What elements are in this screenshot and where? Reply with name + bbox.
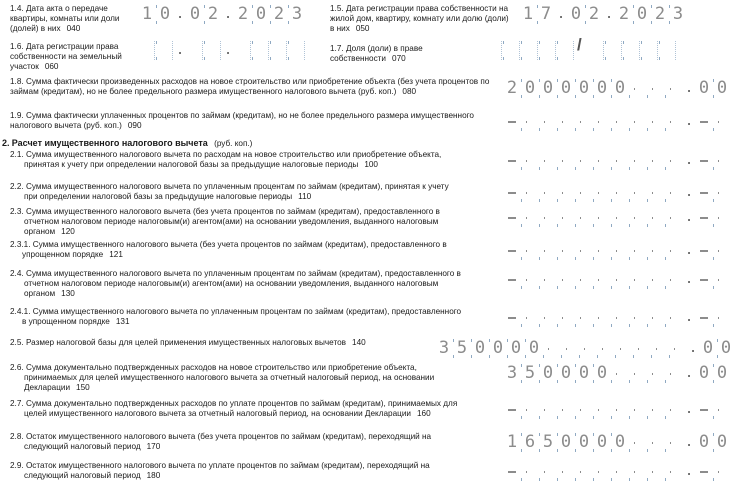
- digit-cell: [504, 400, 520, 419]
- digit-cell: [576, 151, 592, 170]
- row-150-label: [10, 363, 464, 393]
- digit-cell: [522, 241, 538, 260]
- row-text: Сумма документально подтвержденных расходов на новое строительство или приобретение объекта, принимаемых для целей имущественного налогового вычета за отчетный налоговый период, на основании Декларации: [24, 363, 435, 392]
- digit-cell: 0: [612, 79, 628, 98]
- digit-cell: [157, 41, 173, 60]
- digit-cell: [544, 339, 560, 358]
- row-code: 180: [146, 471, 161, 480]
- share-slash: /: [577, 35, 582, 54]
- digit-cell: [612, 151, 628, 170]
- digit-cell: [714, 208, 730, 227]
- digit-cell: 0: [576, 364, 592, 383]
- digit-cell: [666, 208, 682, 227]
- amount-131-input[interactable]: [504, 308, 732, 327]
- amount-180-input[interactable]: [504, 462, 732, 481]
- row-code: 121: [109, 250, 123, 259]
- digit-cell: [558, 308, 574, 327]
- digit-cell: [666, 270, 682, 289]
- digit-cell: [580, 339, 596, 358]
- field-040-label: 1.4. Дата акта о передаче квартиры, комнаты или доли (долей) в них 040: [10, 4, 120, 33]
- digit-cell: 2: [586, 5, 602, 24]
- digit-cell: [666, 308, 682, 327]
- digit-cell: 0: [540, 79, 556, 98]
- digit-cell: 0: [594, 364, 610, 383]
- digit-cell: [666, 241, 682, 260]
- separator-dot: .: [224, 7, 232, 22]
- digit-cell: [696, 183, 712, 202]
- section-2-heading: 2. Расчет имущественного налогового вычета (руб. коп.): [2, 138, 253, 148]
- digit-cell: [714, 112, 730, 131]
- digit-cell: [612, 308, 628, 327]
- digit-cell: [648, 151, 664, 170]
- row-number: 2.3.1.: [10, 240, 33, 249]
- digit-cell: [714, 462, 730, 481]
- digit-cell: 0: [698, 363, 710, 383]
- digit-cell: [271, 41, 287, 60]
- separator-dot: .: [605, 7, 613, 22]
- digit-cell: [540, 151, 556, 170]
- digit-cell: [714, 241, 730, 260]
- digit-cell: [696, 270, 712, 289]
- row-code: 131: [115, 317, 130, 326]
- share-070-numerator-input[interactable]: [486, 41, 576, 60]
- digit-cell: [648, 112, 664, 131]
- digit-cell: [504, 462, 520, 481]
- row-number: 2.5.: [10, 338, 26, 347]
- digit-cell: 5: [540, 433, 556, 452]
- digit-cell: 0: [576, 433, 592, 452]
- amount-170-input[interactable]: [504, 433, 732, 452]
- separator-dot: .: [685, 114, 693, 129]
- row-code: 110: [298, 192, 312, 201]
- digit-cell: [630, 112, 646, 131]
- row-text: Сумма документально подтвержденных расходов по уплате процентов по займам (кредитам), принимаемых для целей имущественного налогового вычета за отчетный налоговый период, на основании Декларации: [24, 399, 458, 418]
- digit-cell: [652, 339, 668, 358]
- separator-dot: .: [557, 7, 565, 22]
- digit-cell: [630, 308, 646, 327]
- digit-cell: [696, 308, 712, 327]
- digit-cell: 0: [253, 5, 269, 24]
- amount-121-input[interactable]: [504, 241, 732, 260]
- digit-cell: 0: [718, 339, 734, 358]
- digit-cell: [594, 400, 610, 419]
- row-110-label: [10, 182, 464, 202]
- amount-080-input[interactable]: [504, 79, 732, 98]
- digit-cell: [235, 41, 251, 60]
- separator-dot: .: [685, 210, 693, 225]
- digit-cell: [696, 208, 712, 227]
- digit-cell: [576, 241, 592, 260]
- digit-cell: 7: [538, 5, 554, 24]
- digit-cell: [562, 339, 578, 358]
- separator-dot: .: [224, 43, 232, 58]
- row-180-label: [10, 461, 464, 481]
- digit-cell: [616, 339, 632, 358]
- digit-cell: [648, 364, 664, 383]
- digit-cell: [205, 41, 221, 60]
- digit-cell: [696, 462, 712, 481]
- digit-cell: [612, 462, 628, 481]
- digit-cell: [540, 241, 556, 260]
- digit-cell: [594, 208, 610, 227]
- digit-cell: [630, 433, 646, 452]
- digit-cell: [714, 270, 730, 289]
- amount-160-input[interactable]: [504, 400, 732, 419]
- row-text: Сумма имущественного налогового вычета по уплаченным процентам по займам (кредитам), предоставленного в упрощенном порядке: [22, 307, 462, 326]
- row-number: 2.9.: [10, 461, 26, 470]
- digit-cell: 5: [454, 339, 470, 358]
- row-121-label: [10, 240, 462, 260]
- digit-cell: [289, 41, 305, 60]
- digit-cell: [594, 462, 610, 481]
- row-131-label: [10, 307, 462, 327]
- digit-cell: [576, 183, 592, 202]
- row-code: 140: [352, 338, 366, 347]
- digit-cell: [522, 400, 538, 419]
- row-120-label: [10, 207, 464, 237]
- digit-cell: [648, 79, 664, 98]
- digit-cell: [576, 400, 592, 419]
- digit-cell: 0: [698, 78, 710, 98]
- row-number: 2.4.: [10, 269, 26, 278]
- amount-110-input[interactable]: [504, 183, 732, 202]
- digit-cell: 1: [141, 4, 153, 24]
- digit-cell: [576, 308, 592, 327]
- digit-cell: [594, 270, 610, 289]
- digit-cell: [576, 208, 592, 227]
- digit-cell: 2: [618, 4, 630, 24]
- digit-cell: 3: [670, 5, 686, 24]
- separator-dot: .: [176, 7, 184, 22]
- digit-cell: 0: [612, 433, 628, 452]
- digit-cell: 0: [594, 433, 610, 452]
- digit-cell: [666, 151, 682, 170]
- digit-cell: 0: [714, 364, 730, 383]
- digit-cell: 0: [508, 339, 524, 358]
- digit-cell: [522, 41, 538, 60]
- digit-cell: 0: [576, 79, 592, 98]
- digit-cell: [522, 112, 538, 131]
- separator-dot: .: [685, 464, 693, 479]
- digit-cell: [624, 41, 640, 60]
- digit-cell: [696, 241, 712, 260]
- digit-cell: [504, 241, 520, 260]
- digit-cell: [576, 112, 592, 131]
- digit-cell: [634, 339, 650, 358]
- digit-cell: [630, 79, 646, 98]
- digit-cell: [714, 183, 730, 202]
- digit-cell: [630, 462, 646, 481]
- row-number: 2.2.: [10, 182, 26, 191]
- digit-cell: [504, 208, 520, 227]
- digit-cell: [648, 400, 664, 419]
- digit-cell: [558, 270, 574, 289]
- digit-cell: [540, 400, 556, 419]
- digit-cell: [612, 208, 628, 227]
- digit-cell: [648, 308, 664, 327]
- digit-cell: [540, 41, 556, 60]
- digit-cell: [522, 151, 538, 170]
- amount-150-input[interactable]: [504, 364, 732, 383]
- digit-cell: [660, 41, 676, 60]
- digit-cell: [630, 364, 646, 383]
- share-070-denominator-input[interactable]: [588, 41, 678, 60]
- digit-cell: [522, 270, 538, 289]
- digit-cell: [714, 400, 730, 419]
- digit-cell: [558, 151, 574, 170]
- digit-cell: [612, 112, 628, 131]
- field-070-label: 1.7. Доля (доли) в праве собственности 070: [330, 44, 423, 63]
- digit-cell: 0: [558, 79, 574, 98]
- digit-cell: [588, 41, 604, 60]
- digit-cell: [486, 41, 502, 60]
- digit-cell: 0: [189, 4, 201, 24]
- digit-cell: [576, 270, 592, 289]
- field-080-label: 1.8. Сумма фактически произведенных расходов на новое строительство или приобретение объекта (без учета процентов по займам (кредитам), но не более предельного размера имущественного налогового вычета (руб. коп.) 080: [10, 77, 490, 96]
- row-number: 2.7.: [10, 399, 26, 408]
- row-code: 120: [61, 227, 75, 236]
- amount-140-input[interactable]: [436, 339, 736, 358]
- digit-cell: [558, 241, 574, 260]
- row-170-label: [10, 432, 464, 452]
- row-number: 2.1.: [10, 150, 26, 159]
- digit-cell: [540, 208, 556, 227]
- digit-cell: 5: [522, 364, 538, 383]
- row-number: 2.8.: [10, 432, 26, 441]
- digit-cell: 0: [157, 5, 173, 24]
- row-code: 150: [76, 383, 90, 392]
- digit-cell: [612, 183, 628, 202]
- separator-dot: .: [685, 153, 693, 168]
- digit-cell: [576, 462, 592, 481]
- digit-cell: 2: [652, 5, 668, 24]
- separator-dot: .: [685, 185, 693, 200]
- digit-cell: [540, 112, 556, 131]
- digit-cell: [630, 151, 646, 170]
- digit-cell: [642, 41, 658, 60]
- digit-cell: [612, 241, 628, 260]
- amount-090-input[interactable]: [504, 112, 732, 131]
- date-050-input[interactable]: [520, 5, 688, 24]
- digit-cell: [558, 208, 574, 227]
- digit-cell: [714, 308, 730, 327]
- row-text: Остаток имущественного налогового вычета по уплате процентов по займам (кредитам), переходящий на следующий налоговый период: [24, 461, 430, 480]
- field-090-label: 1.9. Сумма фактически уплаченных процентов по займам (кредитам), но не более предельного размера имущественного налогового вычета (руб. коп.) 090: [10, 111, 474, 130]
- digit-cell: [666, 79, 682, 98]
- row-130-label: [10, 269, 464, 299]
- row-code: 160: [416, 409, 431, 418]
- row-number: 2.3.: [10, 207, 26, 216]
- row-100-label: [10, 150, 464, 170]
- digit-cell: [558, 183, 574, 202]
- digit-cell: [540, 308, 556, 327]
- separator-dot: .: [685, 272, 693, 287]
- digit-cell: 0: [714, 433, 730, 452]
- digit-cell: [594, 241, 610, 260]
- digit-cell: [594, 308, 610, 327]
- digit-cell: 2: [506, 78, 518, 98]
- digit-cell: [594, 112, 610, 131]
- digit-cell: [522, 462, 538, 481]
- digit-cell: 0: [702, 338, 714, 358]
- digit-cell: [558, 462, 574, 481]
- digit-cell: 0: [558, 364, 574, 383]
- row-text: Сумма имущественного налогового вычета по расходам на новое строительство или приобретение объекта, принятая к учету при определении налоговой базы за предыдущие налоговые периоды: [24, 150, 442, 169]
- date-060-input[interactable]: [139, 41, 307, 60]
- field-060-label: 1.6. Дата регистрации права собственности на земельный участок 060: [10, 42, 122, 71]
- amount-130-input[interactable]: [504, 270, 732, 289]
- digit-cell: [504, 112, 520, 131]
- digit-cell: 0: [490, 339, 506, 358]
- digit-cell: [594, 151, 610, 170]
- digit-cell: [504, 270, 520, 289]
- row-text: Сумма имущественного налогового вычета (без учета процентов по займам (кредитам), предоставленного в упрощенном порядке: [22, 240, 447, 259]
- digit-cell: 0: [570, 4, 582, 24]
- digit-cell: 1: [506, 432, 518, 452]
- row-text: Размер налоговой базы для целей применения имущественных налоговых вычетов: [25, 338, 347, 347]
- digit-cell: [648, 208, 664, 227]
- digit-cell: [540, 462, 556, 481]
- row-number: 2.6.: [10, 363, 26, 372]
- digit-cell: [670, 339, 686, 358]
- digit-cell: 0: [698, 432, 710, 452]
- date-040-input[interactable]: [139, 5, 307, 24]
- row-text: Сумма имущественного налогового вычета (без учета процентов по займам (кредитам), предоставленного в отчетном налоговом периоде налоговым(и) агентом(ами) на основании уведомления, выданного налоговым органом: [24, 207, 440, 236]
- digit-cell: [666, 364, 682, 383]
- row-text: Сумма имущественного налогового вычета по уплаченным процентам по займам (кредитам), принятая к учету при определении налоговой базы за предыдущие налоговые периоды: [24, 182, 449, 201]
- digit-cell: 0: [526, 339, 542, 358]
- digit-cell: [696, 151, 712, 170]
- separator-dot: .: [689, 341, 697, 356]
- row-text: Сумма имущественного налогового вычета по уплаченным процентам по займам (кредитам), предоставленного в отчетном налоговом периоде налоговым(и) агентом(ами) на основании уведомления, выданного налоговым органом: [24, 269, 461, 298]
- separator-dot: .: [685, 81, 693, 96]
- digit-cell: [558, 112, 574, 131]
- digit-cell: 0: [540, 364, 556, 383]
- amount-100-input[interactable]: [504, 151, 732, 170]
- digit-cell: [522, 308, 538, 327]
- digit-cell: [630, 400, 646, 419]
- digit-cell: [504, 151, 520, 170]
- digit-cell: 0: [472, 339, 488, 358]
- separator-dot: .: [685, 310, 693, 325]
- digit-cell: 0: [714, 79, 730, 98]
- separator-dot: .: [176, 43, 184, 58]
- digit-cell: [504, 308, 520, 327]
- digit-cell: 0: [558, 433, 574, 452]
- separator-dot: .: [685, 243, 693, 258]
- digit-cell: [187, 41, 203, 60]
- digit-cell: [648, 241, 664, 260]
- separator-dot: .: [685, 402, 693, 417]
- row-code: 130: [61, 289, 75, 298]
- digit-cell: 0: [522, 79, 538, 98]
- separator-dot: .: [685, 366, 693, 381]
- digit-cell: [522, 183, 538, 202]
- digit-cell: [630, 241, 646, 260]
- digit-cell: [139, 41, 155, 60]
- digit-cell: [612, 400, 628, 419]
- digit-cell: [253, 41, 269, 60]
- digit-cell: [558, 400, 574, 419]
- digit-cell: [666, 400, 682, 419]
- digit-cell: 1: [522, 4, 534, 24]
- digit-cell: 2: [237, 4, 249, 24]
- digit-cell: 0: [594, 79, 610, 98]
- digit-cell: [666, 462, 682, 481]
- digit-cell: [540, 183, 556, 202]
- row-code: 100: [364, 160, 378, 169]
- digit-cell: 2: [271, 5, 287, 24]
- digit-cell: [612, 364, 628, 383]
- digit-cell: [598, 339, 614, 358]
- field-050-label: 1.5. Дата регистрации права собственности на жилой дом, квартиру, комнату или долю (доли) в них 050: [330, 4, 509, 33]
- digit-cell: [666, 433, 682, 452]
- digit-cell: [522, 208, 538, 227]
- digit-cell: [594, 183, 610, 202]
- digit-cell: 6: [522, 433, 538, 452]
- digit-cell: [666, 112, 682, 131]
- digit-cell: 3: [438, 338, 450, 358]
- amount-120-input[interactable]: [504, 208, 732, 227]
- digit-cell: [606, 41, 622, 60]
- digit-cell: [666, 183, 682, 202]
- digit-cell: [630, 270, 646, 289]
- digit-cell: [714, 151, 730, 170]
- row-text: Остаток имущественного налогового вычета (без учета процентов по займам (кредитам), переходящий на следующий налоговый период: [24, 432, 432, 451]
- digit-cell: [648, 433, 664, 452]
- row-140-label: [10, 338, 464, 348]
- digit-cell: [612, 270, 628, 289]
- digit-cell: [696, 112, 712, 131]
- digit-cell: [558, 41, 574, 60]
- row-number: 2.4.1.: [10, 307, 33, 316]
- digit-cell: [648, 462, 664, 481]
- digit-cell: [630, 208, 646, 227]
- digit-cell: [648, 183, 664, 202]
- row-160-label: [10, 399, 464, 419]
- digit-cell: [540, 270, 556, 289]
- digit-cell: [630, 183, 646, 202]
- digit-cell: 0: [634, 5, 650, 24]
- digit-cell: 3: [506, 363, 518, 383]
- digit-cell: 2: [205, 5, 221, 24]
- digit-cell: [504, 41, 520, 60]
- separator-dot: .: [685, 435, 693, 450]
- digit-cell: [696, 400, 712, 419]
- digit-cell: [504, 183, 520, 202]
- digit-cell: 3: [289, 5, 305, 24]
- row-code: 170: [146, 442, 161, 451]
- digit-cell: [648, 270, 664, 289]
